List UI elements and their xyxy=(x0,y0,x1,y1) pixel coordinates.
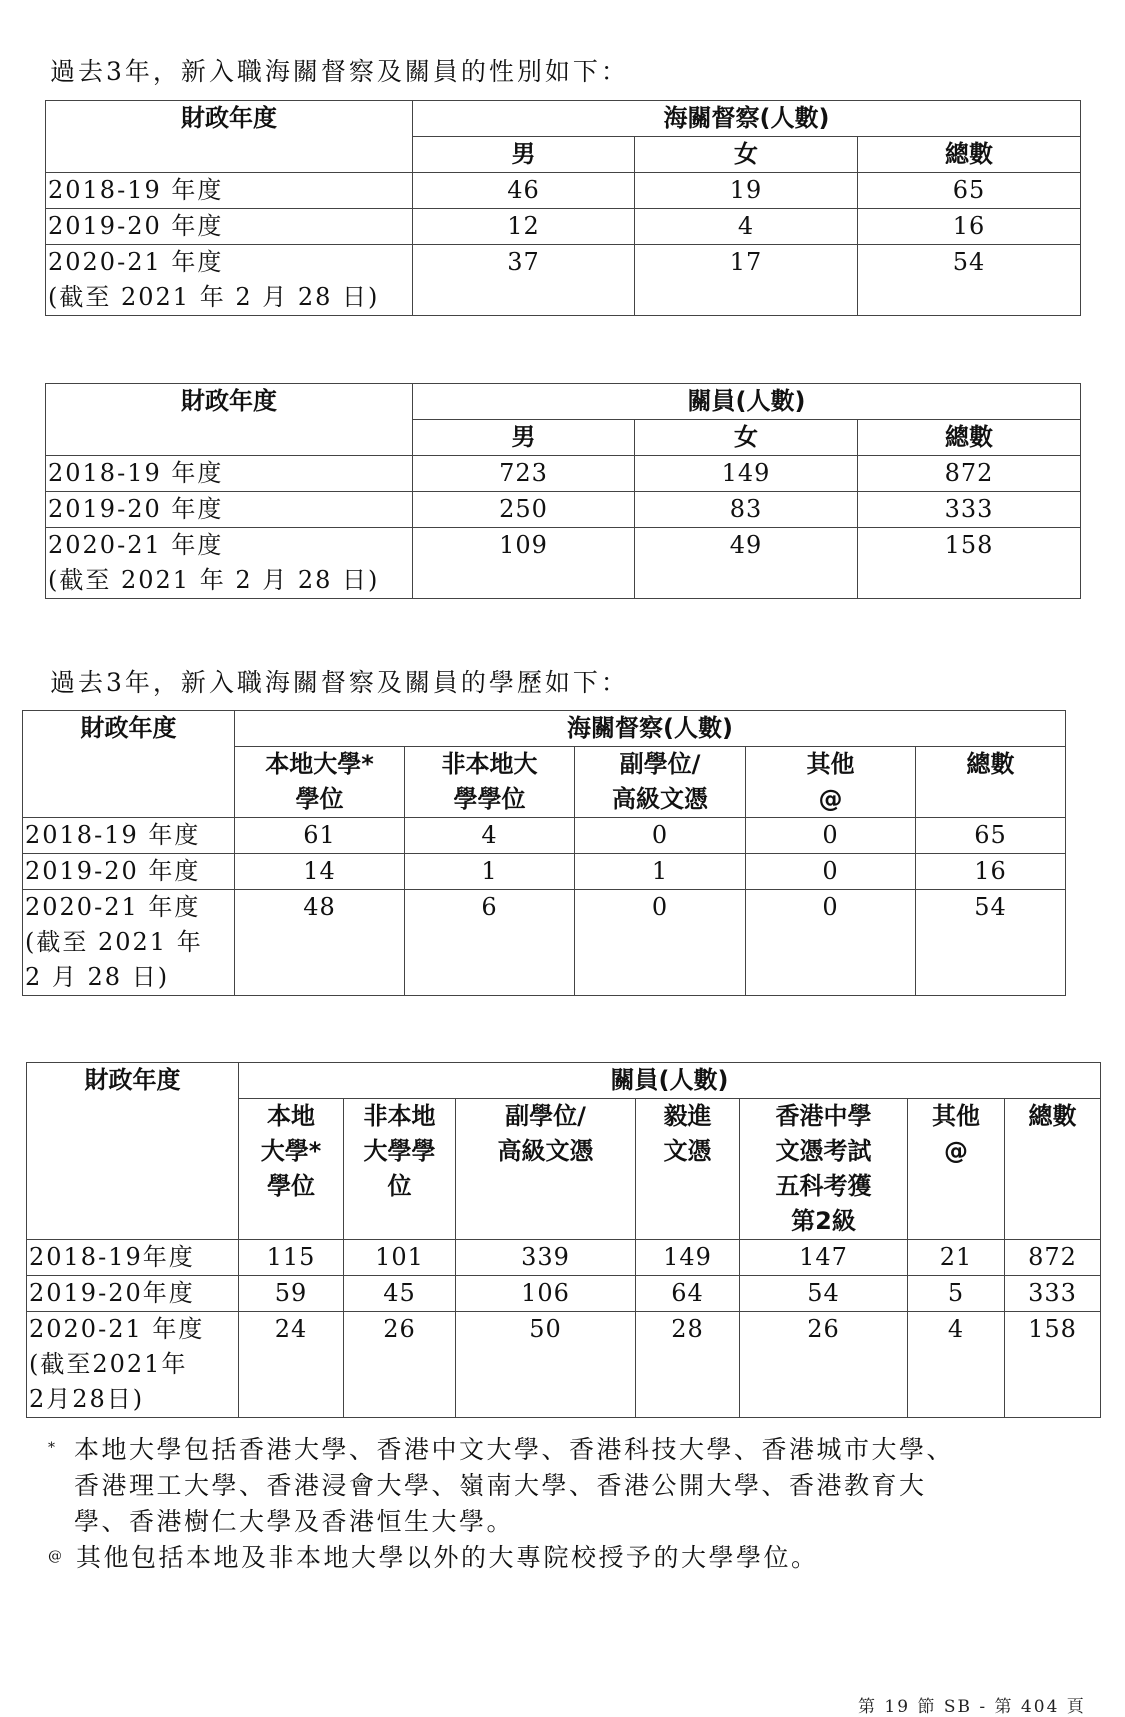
col-header xyxy=(636,1099,740,1240)
footnote-mark: * xyxy=(48,1440,58,1456)
value-cell: 83 xyxy=(635,492,858,528)
value-cell: 723 xyxy=(413,456,635,492)
year-cell: 2018-19 年度 xyxy=(23,818,235,854)
col-header: 女 xyxy=(635,137,858,173)
officer-gender-table xyxy=(45,383,1081,599)
value-cell: 4 xyxy=(908,1312,1005,1418)
col-header: 男 xyxy=(413,137,635,173)
year-cell xyxy=(46,528,413,599)
col-header xyxy=(456,1099,636,1240)
value-cell: 0 xyxy=(746,818,916,854)
value-cell: 21 xyxy=(908,1240,1005,1276)
col-header-line: 其他 xyxy=(806,750,855,778)
officer-education-table xyxy=(26,1062,1101,1418)
col-header xyxy=(740,1099,908,1240)
value-cell: 158 xyxy=(858,528,1081,599)
col-header xyxy=(908,1099,1005,1240)
col-header-line: 文憑考試 xyxy=(775,1137,872,1165)
year-cell: 2019-20 年度 xyxy=(46,209,413,245)
value-cell: 16 xyxy=(858,209,1081,245)
value-cell: 64 xyxy=(636,1276,740,1312)
col-header: 總數 xyxy=(858,137,1081,173)
year-label: 2020-21 年度 xyxy=(48,248,224,276)
col-header-line: @ xyxy=(944,1137,968,1165)
inspector-education-table xyxy=(22,710,1066,996)
col-header xyxy=(235,747,405,818)
year-header: 財政年度 xyxy=(46,384,413,456)
value-cell: 65 xyxy=(916,818,1066,854)
footnote-others xyxy=(48,1540,1098,1576)
value-cell: 19 xyxy=(635,173,858,209)
year-cell: 2019-20 年度 xyxy=(23,854,235,890)
value-cell: 872 xyxy=(858,456,1081,492)
col-header-line: 副學位/ xyxy=(505,1102,586,1130)
col-header-line: 學學位 xyxy=(453,785,526,813)
value-cell: 0 xyxy=(746,854,916,890)
col-header-line: 總數 xyxy=(966,750,1015,778)
col-header-line: 毅進 xyxy=(663,1102,712,1130)
group-header: 關員(人數) xyxy=(413,384,1081,420)
col-header-line: 文憑 xyxy=(663,1137,712,1165)
year-label: 2020-21 年度 xyxy=(48,531,224,559)
col-header-line: 高級文憑 xyxy=(612,785,708,813)
value-cell: 61 xyxy=(235,818,405,854)
value-cell: 872 xyxy=(1005,1240,1101,1276)
value-cell: 14 xyxy=(235,854,405,890)
col-header-line: 非本地大 xyxy=(441,750,538,778)
value-cell: 26 xyxy=(344,1312,456,1418)
value-cell: 24 xyxy=(239,1312,344,1418)
value-cell: 250 xyxy=(413,492,635,528)
footnote-mark: @ xyxy=(48,1548,65,1564)
value-cell: 149 xyxy=(635,456,858,492)
intro-education: 過去3年，新入職海關督察及關員的學歷如下： xyxy=(50,668,629,697)
col-header xyxy=(916,747,1066,818)
table-row xyxy=(46,492,1081,528)
value-cell: 0 xyxy=(575,890,746,996)
value-cell: 4 xyxy=(405,818,575,854)
value-cell: 106 xyxy=(456,1276,636,1312)
group-header: 海關督察(人數) xyxy=(413,101,1081,137)
col-header-line: 學位 xyxy=(267,1172,315,1200)
year-note: (截至 2021 年 2 月 28 日) xyxy=(48,283,380,311)
year-header: 財政年度 xyxy=(27,1063,239,1240)
year-cell: 2019-20年度 xyxy=(27,1276,239,1312)
table-row xyxy=(46,528,1081,599)
year-note: (截至 2021 年 xyxy=(25,928,203,956)
year-note: (截至 2021 年 2 月 28 日) xyxy=(48,566,380,594)
value-cell: 12 xyxy=(413,209,635,245)
year-header: 財政年度 xyxy=(46,101,413,173)
value-cell: 17 xyxy=(635,245,858,316)
value-cell: 101 xyxy=(344,1240,456,1276)
value-cell: 54 xyxy=(858,245,1081,316)
table-row xyxy=(23,890,1066,996)
value-cell: 46 xyxy=(413,173,635,209)
col-header-line: 五科考獲 xyxy=(775,1172,872,1200)
value-cell: 50 xyxy=(456,1312,636,1418)
col-header-line: 第2級 xyxy=(791,1207,856,1235)
year-cell xyxy=(27,1312,239,1418)
col-header xyxy=(1005,1099,1101,1240)
value-cell: 48 xyxy=(235,890,405,996)
footnote-line: 學、香港樹仁大學及香港恒生大學。 xyxy=(74,1507,515,1536)
value-cell: 0 xyxy=(575,818,746,854)
table-row xyxy=(27,1276,1101,1312)
table-row xyxy=(23,818,1066,854)
value-cell: 333 xyxy=(1005,1276,1101,1312)
group-header: 海關督察(人數) xyxy=(235,711,1066,747)
value-cell: 45 xyxy=(344,1276,456,1312)
footnote-line: 本地大學包括香港大學、香港中文大學、香港科技大學、香港城市大學、 xyxy=(74,1435,955,1464)
value-cell: 26 xyxy=(740,1312,908,1418)
year-label: 2020-21 年度 xyxy=(29,1315,205,1343)
year-note: 2月28日) xyxy=(29,1385,145,1413)
col-header-line: 本地大學* xyxy=(265,750,374,778)
value-cell: 4 xyxy=(635,209,858,245)
year-cell xyxy=(23,890,235,996)
table-row xyxy=(46,173,1081,209)
footnote-universities xyxy=(48,1432,1098,1540)
col-header: 男 xyxy=(413,420,635,456)
year-cell: 2019-20 年度 xyxy=(46,492,413,528)
col-header-line: 高級文憑 xyxy=(497,1137,594,1165)
col-header-line: @ xyxy=(818,785,843,813)
value-cell: 333 xyxy=(858,492,1081,528)
inspector-gender-table xyxy=(45,100,1081,316)
col-header-line: 本地 xyxy=(267,1102,315,1130)
table-row xyxy=(23,854,1066,890)
value-cell: 0 xyxy=(746,890,916,996)
col-header: 總數 xyxy=(858,420,1081,456)
year-cell: 2018-19 年度 xyxy=(46,173,413,209)
table-row xyxy=(27,1312,1101,1418)
value-cell: 54 xyxy=(916,890,1066,996)
col-header-line: 香港中學 xyxy=(775,1102,872,1130)
table-row xyxy=(46,245,1081,316)
year-cell: 2018-19 年度 xyxy=(46,456,413,492)
col-header-line: 大學學 xyxy=(363,1137,436,1165)
year-note: 2 月 28 日) xyxy=(25,963,170,991)
value-cell: 49 xyxy=(635,528,858,599)
col-header xyxy=(239,1099,344,1240)
value-cell: 5 xyxy=(908,1276,1005,1312)
value-cell: 59 xyxy=(239,1276,344,1312)
col-header-line: 其他 xyxy=(932,1102,980,1130)
value-cell: 65 xyxy=(858,173,1081,209)
value-cell: 1 xyxy=(405,854,575,890)
value-cell: 109 xyxy=(413,528,635,599)
footnote-line: 香港理工大學、香港浸會大學、嶺南大學、香港公開大學、香港教育大 xyxy=(74,1471,927,1500)
value-cell: 147 xyxy=(740,1240,908,1276)
col-header-line: 學位 xyxy=(295,785,344,813)
value-cell: 115 xyxy=(239,1240,344,1276)
year-note: (截至2021年 xyxy=(29,1350,188,1378)
table-row xyxy=(46,456,1081,492)
footnote-line: 其他包括本地及非本地大學以外的大專院校授予的大學學位。 xyxy=(76,1543,819,1572)
year-cell: 2018-19年度 xyxy=(27,1240,239,1276)
col-header-line: 大學* xyxy=(260,1137,322,1165)
value-cell: 339 xyxy=(456,1240,636,1276)
page-footer: 第 19 節 SB - 第 404 頁 xyxy=(858,1697,1086,1717)
col-header xyxy=(575,747,746,818)
table-row xyxy=(27,1240,1101,1276)
col-header xyxy=(405,747,575,818)
col-header-line: 總數 xyxy=(1028,1102,1077,1130)
col-header: 女 xyxy=(635,420,858,456)
col-header xyxy=(746,747,916,818)
value-cell: 6 xyxy=(405,890,575,996)
table-row xyxy=(46,209,1081,245)
value-cell: 16 xyxy=(916,854,1066,890)
value-cell: 149 xyxy=(636,1240,740,1276)
value-cell: 1 xyxy=(575,854,746,890)
col-header xyxy=(344,1099,456,1240)
intro-gender: 過去3年，新入職海關督察及關員的性別如下： xyxy=(50,57,629,86)
year-label: 2020-21 年度 xyxy=(25,893,201,921)
value-cell: 37 xyxy=(413,245,635,316)
col-header-line: 副學位/ xyxy=(619,750,701,778)
group-header: 關員(人數) xyxy=(239,1063,1101,1099)
value-cell: 158 xyxy=(1005,1312,1101,1418)
col-header-line: 非本地 xyxy=(363,1102,436,1130)
year-header: 財政年度 xyxy=(23,711,235,818)
value-cell: 28 xyxy=(636,1312,740,1418)
col-header-line: 位 xyxy=(387,1172,412,1200)
value-cell: 54 xyxy=(740,1276,908,1312)
year-cell xyxy=(46,245,413,316)
